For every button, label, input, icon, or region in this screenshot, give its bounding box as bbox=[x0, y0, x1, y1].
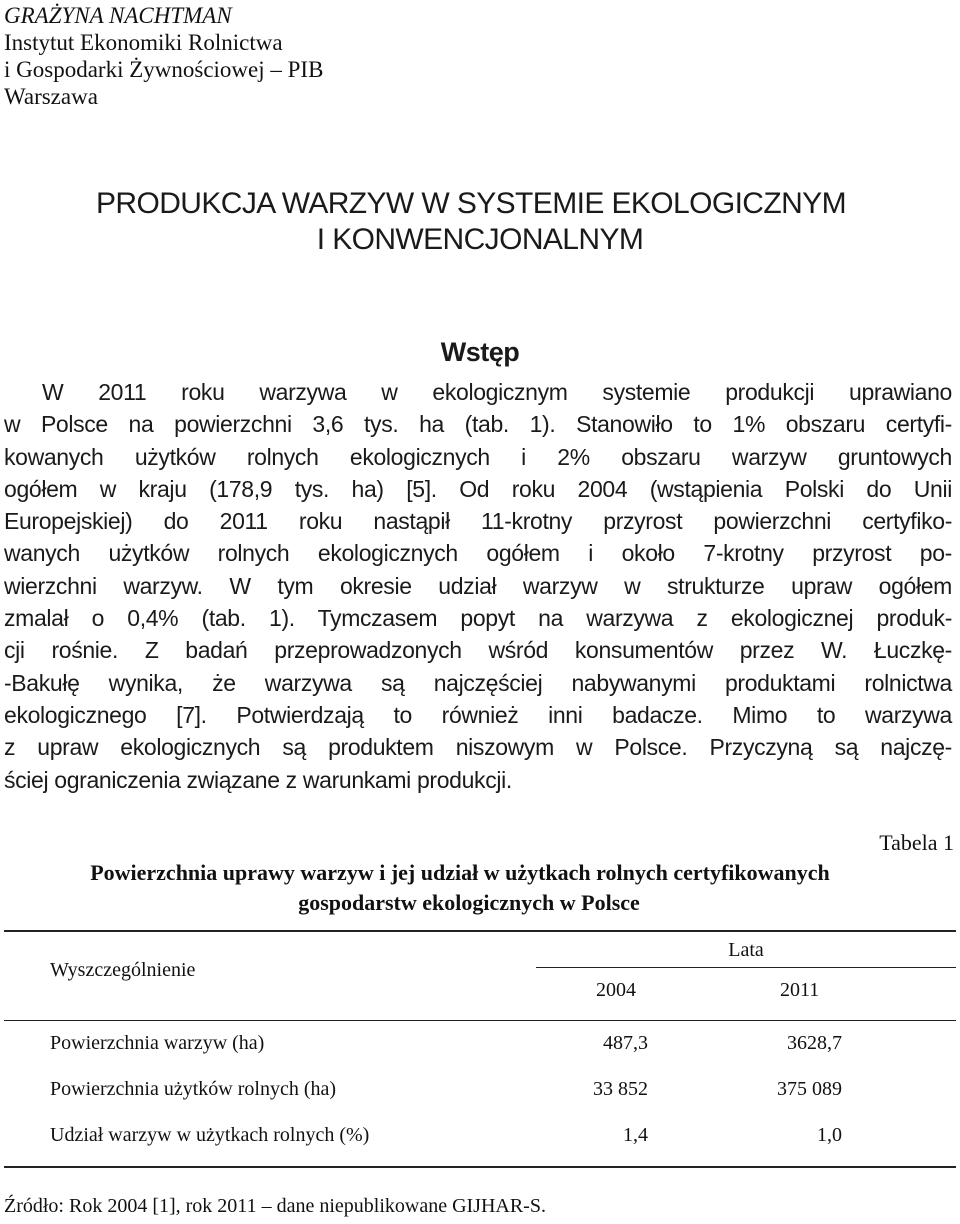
author-city: Warszawa bbox=[4, 84, 98, 109]
body-line: ogółem w kraju (178,9 tys. ha) [5]. Od roku 2004 (wstąpienia Polski do Unii bbox=[4, 475, 952, 502]
body-line: Europejskiej) do 2011 roku nastąpił 11-krotny przyrost powierzchni certyfiko- bbox=[4, 508, 952, 535]
body-line: kowanych użytków rolnych ekologicznych i 2% obszaru warzyw gruntowych bbox=[4, 443, 952, 470]
body-line: ściej ograniczenia związane z warunkami produkcji. bbox=[4, 766, 512, 793]
body-line: w Polsce na powierzchni 3,6 tys. ha (tab. 1). Stanowiło to 1% obszaru certyfi- bbox=[4, 411, 952, 438]
table-title-line2: gospodarstw ekologicznych w Polsce bbox=[298, 890, 640, 915]
table-cell-2011: 375 089 bbox=[777, 1078, 842, 1100]
table-header-rule bbox=[4, 1020, 956, 1021]
table-header-group: Lata bbox=[728, 939, 764, 961]
table-cell-2004: 1,4 bbox=[623, 1124, 648, 1146]
article-title-line2: I KONWENCJONALNYM bbox=[316, 223, 644, 256]
table-header-year-2004: 2004 bbox=[596, 979, 636, 1001]
table-row-label: Udział warzyw w użytkach rolnych (%) bbox=[50, 1124, 370, 1146]
table-top-rule bbox=[4, 930, 956, 932]
body-line: z upraw ekologicznych są produktem niszowym w Polsce. Przyczyną są najczę- bbox=[4, 734, 952, 761]
body-line: -Bakułę wynika, że warzywa są najczęściej nabywanymi produktami rolnictwa bbox=[4, 669, 952, 696]
table-bottom-rule bbox=[4, 1166, 956, 1168]
author-block bbox=[4, 2, 323, 110]
body-line: cji rośnie. Z badań przeprowadzonych wśród konsumentów przez W. Łuczkę- bbox=[4, 637, 952, 664]
table-header-year-2011: 2011 bbox=[780, 979, 820, 1001]
table-row-label: Powierzchnia warzyw (ha) bbox=[50, 1032, 265, 1054]
table-row-label: Powierzchnia użytków rolnych (ha) bbox=[50, 1078, 337, 1100]
body-paragraph bbox=[4, 376, 952, 796]
table-source-note: Źródło: Rok 2004 [1], rok 2011 – dane niepublikowane GIJHAR-S. bbox=[4, 1195, 546, 1217]
table-group-rule bbox=[536, 967, 956, 968]
body-line: wanych użytków rolnych ekologicznych ogółem i około 7-krotny przyrost po- bbox=[4, 540, 952, 567]
table-title bbox=[0, 858, 960, 918]
author-name: GRAŻYNA NACHTMAN bbox=[4, 3, 232, 28]
article-title-line1: PRODUKCJA WARZYW W SYSTEMIE EKOLOGICZNYM bbox=[96, 187, 846, 220]
body-line: wierzchni warzyw. W tym okresie udział warzyw w strukturze upraw ogółem bbox=[4, 572, 952, 599]
table-cell-2011: 1,0 bbox=[817, 1124, 842, 1146]
section-heading: Wstęp bbox=[440, 337, 520, 367]
article-title bbox=[0, 186, 960, 258]
body-line: ekologicznego [7]. Potwierdzają to również inni badacze. Mimo to warzywa bbox=[4, 701, 952, 728]
table-cell-2004: 487,3 bbox=[603, 1032, 648, 1054]
table-cell-2011: 3628,7 bbox=[787, 1032, 842, 1054]
body-line: W 2011 roku warzywa w ekologicznym systemie produkcji uprawiano bbox=[42, 379, 952, 405]
author-affiliation-line1: Instytut Ekonomiki Rolnictwa bbox=[4, 30, 283, 55]
table-title-line1: Powierzchnia uprawy warzyw i jej udział w użytkach rolnych certyfikowanych bbox=[90, 860, 830, 885]
table-cell-2004: 33 852 bbox=[593, 1078, 648, 1100]
body-line: zmalał o 0,4% (tab. 1). Tymczasem popyt na warzywa z ekologicznej produk- bbox=[4, 605, 952, 632]
table-header-label: Wyszczególnienie bbox=[50, 959, 196, 981]
author-affiliation-line2: i Gospodarki Żywnościowej – PIB bbox=[4, 57, 324, 82]
table-label: Tabela 1 bbox=[879, 830, 954, 855]
